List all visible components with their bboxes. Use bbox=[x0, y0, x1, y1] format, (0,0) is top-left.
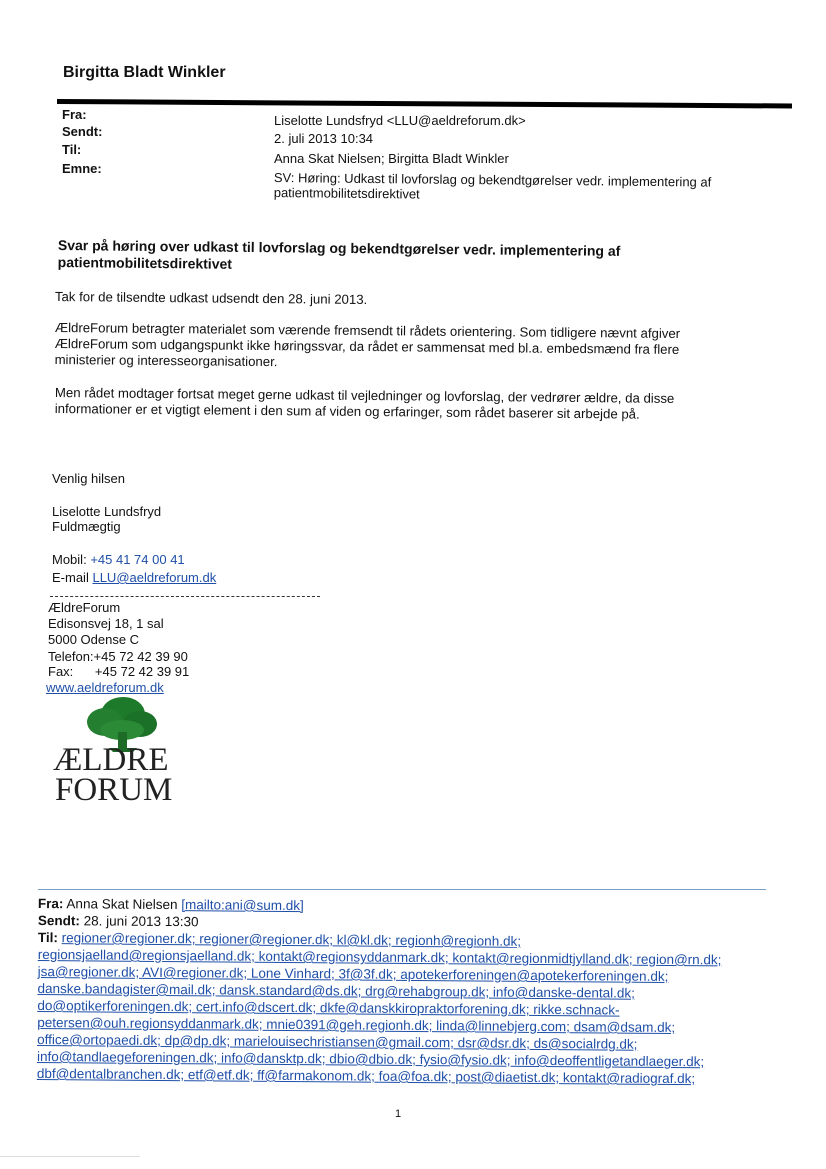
reply-subject-heading bbox=[58, 237, 621, 277]
body-paragraph-2 bbox=[55, 320, 681, 374]
sent-value: 2. juli 2013 10:34 bbox=[274, 131, 374, 146]
recipients-line[interactable]: danske.bandagister@mail.dk; dansk.standard@ds.dk; drg@rehabgroup.dk; info@danske-dental.dk; bbox=[37, 980, 635, 1001]
email-label: E-mail bbox=[52, 570, 89, 585]
forwarded-to-label: Til: bbox=[37, 929, 58, 946]
signature-phone: Telefon:+45 72 42 39 90 bbox=[48, 649, 188, 664]
logo-wordmark-line-2: FORUM bbox=[55, 772, 173, 807]
from-value: Liselotte Lundsfryd <LLU@aeldreforum.dk> bbox=[274, 113, 526, 128]
fax-value: +45 72 42 39 91 bbox=[94, 664, 190, 679]
to-label: Til: bbox=[62, 142, 82, 157]
forwarded-sent bbox=[38, 912, 199, 930]
from-label: Fra: bbox=[62, 107, 87, 122]
forwarded-sent-label: Sendt: bbox=[37, 912, 80, 929]
body-paragraph-3-line-2: informationer er et vigtigt element i den sum af viden og erfaringer, som rådet baserer sit arbejde på. bbox=[54, 400, 640, 422]
signature-separator bbox=[50, 596, 320, 597]
forwarded-recipients bbox=[37, 929, 722, 1087]
recipients-line[interactable]: regionsjaelland@regionsjaelland.dk; kontakt@regionsyddanmark.dk; kontakt@regionmidtjylland.dk; region@rn.dk; bbox=[37, 946, 722, 968]
signature-email bbox=[52, 570, 216, 585]
forwarded-from-value: Anna Skat Nielsen bbox=[66, 896, 178, 913]
forwarded-from bbox=[38, 895, 304, 914]
fax-label: Fax: bbox=[48, 664, 74, 679]
forwarded-from-mailto-link[interactable]: [mailto:ani@sum.dk] bbox=[181, 897, 304, 914]
signature-city: 5000 Odense C bbox=[48, 632, 140, 647]
body-paragraph-2-line-3: ministerier og interesseorganisationer. bbox=[54, 351, 278, 370]
recipients-line[interactable]: dbf@dentalbranchen.dk; etf@etf.dk; ff@farmakonom.dk; foa@foa.dk; post@diaetist.dk; kontakt@radiograf.dk; bbox=[36, 1065, 696, 1087]
header-divider bbox=[57, 99, 792, 108]
signature-name: Liselotte Lundsfryd bbox=[52, 504, 162, 519]
signature-org: ÆldreForum bbox=[48, 600, 121, 615]
forwarded-sent-value: 28. juni 2013 13:30 bbox=[83, 913, 199, 930]
signature-title: Fuldmægtig bbox=[52, 519, 121, 534]
logo-wordmark-line-1: ÆLDRE bbox=[53, 742, 169, 778]
body-paragraph-2-line-2: ÆldreForum som udgangspunkt ikke høringssvar, da rådet er sammensat med bl.a. embedsmænd fra flere bbox=[54, 335, 680, 357]
body-paragraph-1: Tak for de tilsendte udkast udsendt den 28. juni 2013. bbox=[54, 289, 368, 307]
document-owner-name: Birgitta Bladt Winkler bbox=[63, 64, 226, 81]
forwarded-divider bbox=[38, 889, 766, 890]
mobile-label: Mobil: bbox=[52, 552, 87, 567]
website-link[interactable]: www.aeldreforum.dk bbox=[46, 680, 164, 695]
signature-fax bbox=[48, 664, 189, 679]
recipients-line[interactable]: info@tandlaegeforeningen.dk; info@dansktp.dk; dbio@dbio.dk; fysio@fysio.dk; info@deoffentligetandlaeger.dk; bbox=[36, 1048, 705, 1070]
reply-subject-line-2: patientmobilitetsdirektivet bbox=[57, 253, 233, 272]
aeldreforum-logo bbox=[45, 692, 190, 807]
signature-mobile bbox=[52, 552, 185, 567]
body-paragraph-3 bbox=[55, 385, 675, 423]
body-paragraph-2-line-1: ÆldreForum betragter materialet som værende fremsendt til rådets orientering. Som tidligere nævnt afgiver bbox=[54, 320, 681, 342]
mobile-value: +45 41 74 00 41 bbox=[90, 552, 185, 567]
body-paragraph-3-line-1: Men rådet modtager fortsat meget gerne udkast til vejledninger og lovforslag, der vedrører ældre, da disse bbox=[54, 385, 675, 406]
subject-value-line-1: SV: Høring: Udkast til lovforslag og bekendtgørelser vedr. implementering af bbox=[273, 170, 712, 190]
recipients-line[interactable]: do@optikerforeningen.dk; cert.info@dscert.dk; dkfe@danskkiropraktorforening.dk; rikke.schnack- bbox=[37, 997, 620, 1018]
subject-value bbox=[274, 170, 712, 205]
subject-label: Emne: bbox=[62, 161, 102, 176]
sent-label: Sendt: bbox=[62, 124, 103, 139]
recipients-line[interactable]: office@ortopaedi.dk; dp@dp.dk; marielouisechristiansen@gmail.com; dsr@dsr.dk; ds@socialrdg.dk; bbox=[37, 1031, 638, 1052]
reply-subject-line-1: Svar på høring over udkast til lovforslag og bekendtgørelser vedr. implementering af bbox=[57, 237, 621, 259]
forwarded-from-label: Fra: bbox=[37, 895, 64, 912]
email-link[interactable]: LLU@aeldreforum.dk bbox=[92, 570, 217, 585]
recipients-line[interactable]: jsa@regioner.dk; AVI@regioner.dk; Lone Vinhard; 3f@3f.dk; apotekerforeningen@apotekerforeningen.dk; bbox=[37, 963, 669, 984]
signature-greeting: Venlig hilsen bbox=[52, 471, 125, 486]
recipient-links[interactable]: regioner@regioner.dk; regioner@regioner.dk; kl@kl.dk; regionh@regionh.dk; bbox=[61, 930, 522, 949]
subject-value-line-2: patientmobilitetsdirektivet bbox=[273, 184, 420, 202]
page-number: 1 bbox=[395, 1108, 402, 1120]
scan-edge-line bbox=[0, 1156, 140, 1157]
signature-street: Edisonsvej 18, 1 sal bbox=[48, 616, 164, 631]
to-value: Anna Skat Nielsen; Birgitta Bladt Winkler bbox=[274, 151, 509, 166]
recipients-line[interactable]: petersen@ouh.regionsyddanmark.dk; mnie0391@geh.regionh.dk; linda@linnebjerg.com; dsam@dsam.dk; bbox=[37, 1014, 676, 1036]
